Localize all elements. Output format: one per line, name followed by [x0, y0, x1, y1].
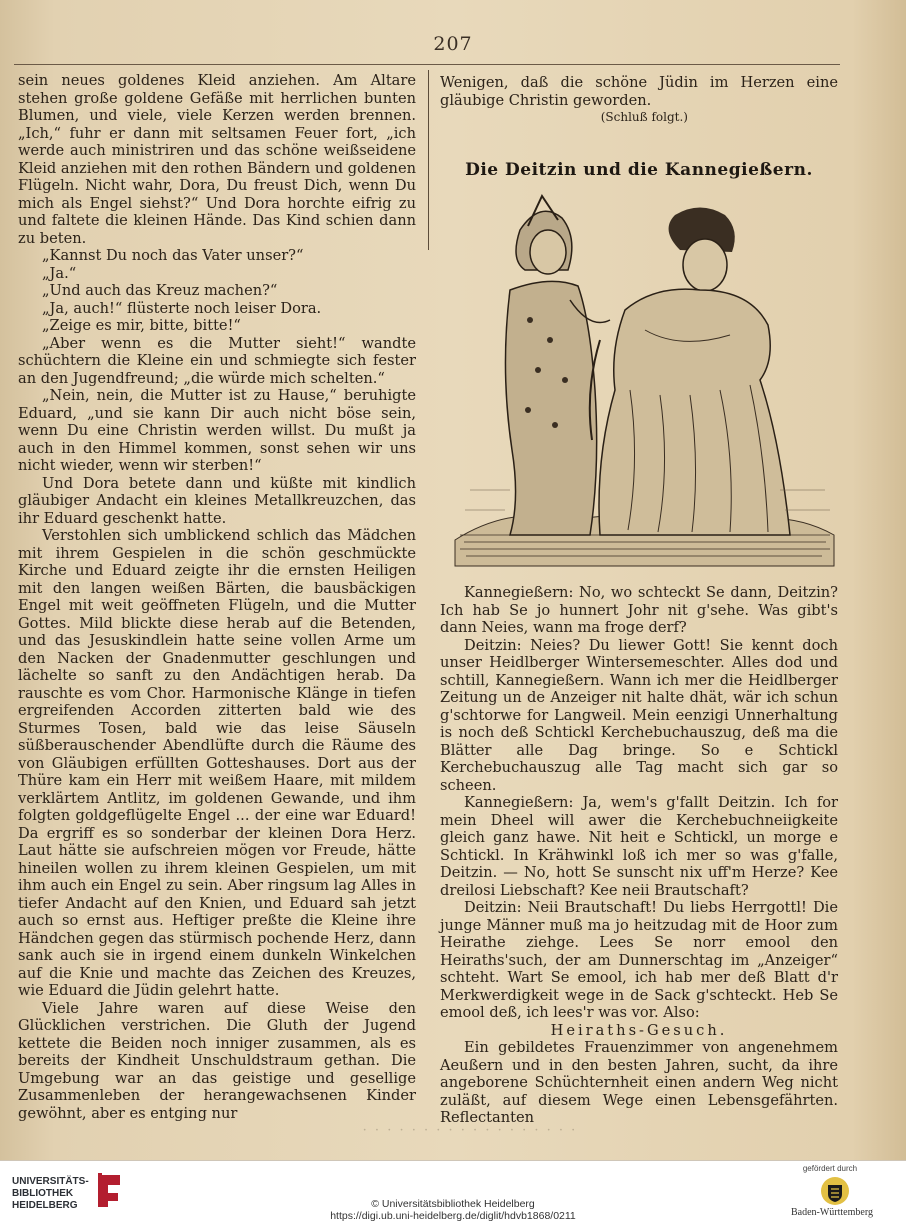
library-name: UNIVERSITÄTS- BIBLIOTHEK HEIDELBERG	[12, 1176, 89, 1211]
dialogue-paragraph: Deitzin: Neii Brautschaft! Du liebs Herrgottl! Die junge Männer muß ma jo heitzudag mit de Hoor zum Heirathe ziehge. Lees Se norr emool den Heiraths'such, der am Dunnerschtag im „Anzeiger“ schteht. Wart Se emool, ich hab mer deß Blatt d'r Merkwerdigkeit wege in de Sack g'schteckt. Heb Se emool deß, ich lees'r was vor. Also:	[440, 899, 838, 1021]
right-column-bottom	[440, 584, 838, 1127]
paragraph: „Zeige es mir, bitte, bitte!“	[42, 317, 241, 334]
paragraph: „Und auch das Kreuz machen?“	[42, 282, 278, 299]
article-title: Die Deitzin und die Kannegießern.	[465, 160, 813, 180]
funder-name: Baden-Württemberg	[790, 1207, 873, 1218]
header-rule	[14, 64, 840, 65]
dialogue-paragraph: Kannegießern: Ja, wem's g'fallt Deitzin. Ich for mein Dheel will awer die Kerchebuchneiigkeite gleich ganz hawe. Nit heit e Schtickl, un morge e Schtickl. In Krähwinkl loß ich mer so was g'falle, Deitzin. — No, hott Se sunscht nix uff'm Herze? Kee dreilosi Liebschaft? Kee neii Brautschaft?	[440, 794, 838, 899]
permalink[interactable]: https://digi.ub.uni-heidelberg.de/diglit/hdvb1868/0211	[330, 1210, 576, 1222]
paragraph: „Ja, auch!“ flüsterte noch leiser Dora.	[42, 299, 322, 317]
paragraph: Und Dora betete dann und küßte mit kindlich gläubiger Andacht ein kleines Metallkreuzchen, das ihr Eduard geschenkt hatte.	[18, 474, 416, 527]
copyright-block	[0, 1198, 906, 1222]
copyright-text: © Universitätsbibliothek Heidelberg	[371, 1198, 535, 1210]
dialogue-paragraph: Deitzin: Neies? Du liewer Gott! Sie kennt doch unser Heidlberger Wintersemeschter. Alles dod und schtill, Kannegießern. Wann ich mer die Heidlberger Zeitung un de Anzeiger nit halte dhät, wär ich schun g'schtorwe for Langweil. Mein eenzigi Unnerhaltung is noch deß Schtickl Kerchebuchauszug, deß ma die Blätter alle Dag bringe. So e Schtickl Kerchebuchauszug alle Tag macht sich gar so scheen.	[440, 636, 838, 794]
right-column-top	[440, 74, 838, 127]
left-column	[18, 72, 416, 1122]
coat-of-arms-icon	[820, 1176, 850, 1206]
funded-by-label: gefördert durch	[802, 1164, 858, 1173]
viewer-footer	[0, 1160, 906, 1224]
woodcut-illustration	[450, 190, 836, 570]
bleed-through-text: · · · · · · · · · · · · · · · · · ·	[362, 1123, 578, 1138]
ad-heading: Heiraths-Gesuch.	[550, 1021, 728, 1039]
dialogue-paragraph: Kannegießern: No, wo schteckt Se dann, Deitzin? Ich hab Se jo hunnert Johr nit g'sehe. Was gibt's dann Neies, wann ma froge derf?	[440, 584, 838, 636]
column-divider	[428, 70, 429, 250]
continued-note: (Schluß folgt.)	[600, 110, 688, 124]
page-number: 207	[433, 33, 473, 55]
ad-text: Ein gebildetes Frauenzimmer von angenehmem Aeußern und in den besten Jahren, sucht, da ihre angeborene Schüchternheit einen andern Weg nicht zuläßt, auf diesem Wege einen Lebensgefährten. Reflectanten	[440, 1039, 838, 1126]
paragraph: „Aber wenn es die Mutter sieht!“ wandte schüchtern die Kleine ein und schmiegte sich fester an den Jugendfreund; „die würde mich schelten.“	[18, 334, 416, 387]
paragraph: Viele Jahre waren auf diese Weise den Glücklichen verstrichen. Die Gluth der Jugend kettete die Beiden noch inniger zusammen, als es bereits der Kindheit Unschuldstraum gethan. Die Umgebung war an das geistige und gesellige Zusammenleben der herangewachsenen Kinder gewöhnt, aber es entging nur	[18, 999, 416, 1122]
paragraph: sein neues goldenes Kleid anziehen. Am Altare stehen große goldene Gefäße mit herrlichen bunten Blumen, und viele, viele Kerzen werden brennen. „Ich,“ fuhr er dann mit seltsamen Feuer fort, „ich werde auch ministriren und das schöne weißseidene Kleid anziehen mit den rothen Bändern und goldenen Flügeln. Nicht wahr, Dora, Du freust Dich, wenn Du mich als Engel siehst?“ Und Dora horchte eifrig zu und faltete die kleinen Hände. Das Kind schien dann zu beten.	[18, 72, 416, 247]
paragraph: „Kannst Du noch das Vater unser?“	[42, 247, 304, 264]
paragraph: „Nein, nein, die Mutter ist zu Hause,“ beruhigte Eduard, „und sie kann Dir auch nicht böse sein, wenn Du eine Christin werden willst. Du mußt ja auch in den Himmel kommen, sonst sehen wir uns nicht wieder, wenn wir sterben!“	[18, 387, 416, 474]
paragraph: Verstohlen sich umblickend schlich das Mädchen mit ihrem Gespielen in die schön geschmückte Kirche und Eduard zeigte ihr die ernsten Heiligen mit den langen weißen Bärten, die bausbäckigen Engel mit weit geöffneten Flügeln, und die Mutter Gottes. Mild blickte diese herab auf die Betenden, und das Jesuskindlein hatte seine vollen Arme um den Nacken der Gnadenmutter geschlungen und lächelte so sanft zu den Andächtigen herab. Da rauschte es vom Chor. Harmonische Klänge in tiefen ergreifenden Accorden zitterten bald wie des Sturmes Tosen, bald wie das leise Säuseln süßberauschender Abendlüfte durch die Räume des von Gläubigen erfüllten Gotteshauses. Dort aus der Thüre kam ein Herr mit weißem Haare, mit mildem verklärtem Antlitz, im goldenen Gewande, und ihm folgten goldgeflügelte Engel ... der eine war Eduard! Da ergriff es so sonderbar der kleinen Dora Herz. Laut hätte sie aufschreien mögen vor Freude, hätte hineilen wollen zu ihrem kleinen Gespielen, um mit ihm auch ein Engel zu sein. Aber ringsum lag Alles in tiefer Andacht auf den Knien, und Eduard sah jetzt auch so ernst aus. Heftiger preßte die Kleine ihre Händchen gegen das stürmisch pochende Herz, dann sank auch sie in irgend einem dunkeln Winkelchen auf die Knie und machte das Zeichen des Kreuzes, wie Eduard die Jüdin gelehrt hatte.	[18, 527, 416, 999]
paragraph: „Ja.“	[42, 264, 77, 282]
paragraph: Wenigen, daß die schöne Jüdin im Herzen eine gläubige Christin geworden.	[440, 74, 838, 109]
